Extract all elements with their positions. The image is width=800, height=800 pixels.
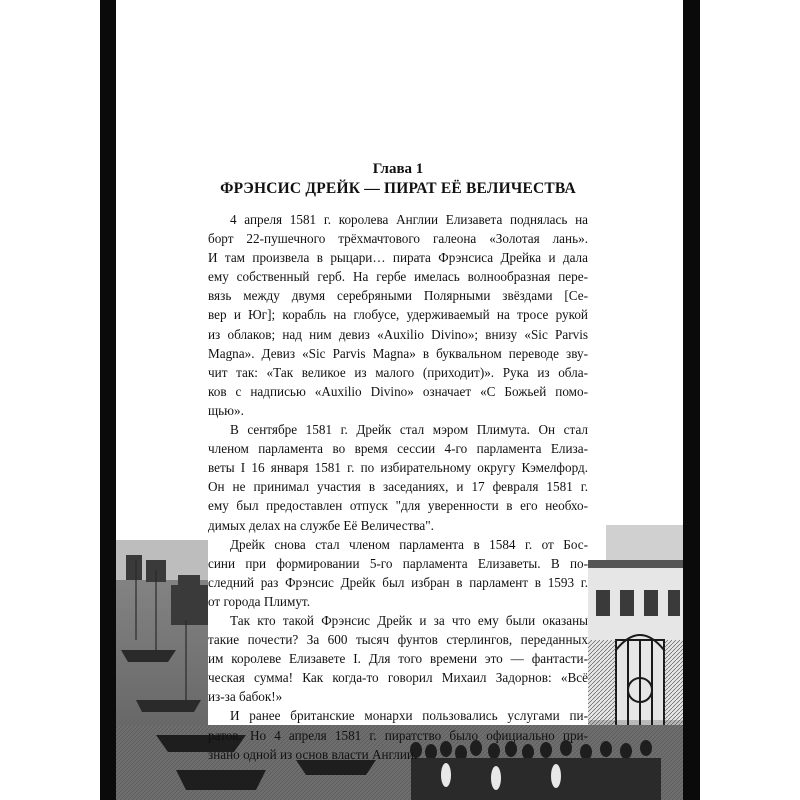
text-line: борт 22-пушечного трёхмачтового галеона «Золотая лань». xyxy=(208,231,588,247)
text-line: Он не принимал участия в заседаниях, и 17 февраля 1581 г. xyxy=(208,479,588,495)
text-line: ему собственный герб. На гербе имелась волнообразная пере- xyxy=(208,269,588,285)
paragraph-4 xyxy=(208,611,588,706)
chapter-body xyxy=(208,210,588,764)
text-line: Magna». Девиз «Sic Parvis Magna» в буквальном переводе зву- xyxy=(208,345,588,361)
text-line: от города Плимут. xyxy=(208,593,310,609)
book-edge-left xyxy=(100,0,116,800)
text-line: им королеве Елизавете I. Для того времени это — фантасти- xyxy=(208,651,588,667)
text-line: ков с надписью «Auxilio Divino» означает «С Божьей помо- xyxy=(208,383,588,399)
paragraph-3 xyxy=(208,535,588,611)
chapter-number: Глава 1 xyxy=(372,161,424,177)
text-line: И там произвела в рыцари… пирата Фрэнсиса Дрейка и дала xyxy=(208,250,588,266)
text-line: И ранее британские монархи пользовались услугами пи- xyxy=(230,708,588,724)
text-line: Так кто такой Фрэнсис Дрейк и за что ему были оказаны xyxy=(230,612,588,628)
text-line: сини при формировании 5-го парламента Елизаветы. В по- xyxy=(208,555,588,571)
text-line: ческая сумма! Как когда-то говорил Михаил Задорнов: «Всё xyxy=(208,670,588,686)
text-line: ратов. Но 4 апреля 1581 г. пиратство было официально при- xyxy=(208,727,588,743)
text-line: димых делах на службе Её Величества". xyxy=(208,517,434,533)
book-page xyxy=(116,0,683,800)
text-line: щью». xyxy=(208,402,244,418)
text-line: членом парламента во время сессии 4-го парламента Елиза- xyxy=(208,441,588,457)
text-line: веты I 16 января 1581 г. по избирательному округу Кэмелфорд. xyxy=(208,460,588,476)
text-line: 4 апреля 1581 г. королева Англии Елизавета поднялась на xyxy=(230,212,588,227)
paragraph-1 xyxy=(208,210,588,420)
text-line: такие почести? За 600 тысяч фунтов стерлингов, переданных xyxy=(208,632,588,648)
text-panel xyxy=(208,140,588,762)
text-line: ему был предоставлен отпуск "для уверенности в его необхо- xyxy=(208,498,588,514)
paragraph-2 xyxy=(208,420,588,535)
text-line: чит так: «Так великое из малого (приходит)». Рука из обла- xyxy=(208,364,588,380)
book-edge-right xyxy=(683,0,700,800)
text-line: из облаков; над ним девиз «Auxilio Divino»; внизу «Sic Parvis xyxy=(208,326,588,342)
paragraph-5 xyxy=(208,706,588,763)
text-line: вязь между двумя серебряными Полярными звёздами [Се- xyxy=(208,288,588,304)
text-line: следний раз Фрэнсис Дрейк был избран в парламент в 1593 г. xyxy=(208,574,588,590)
text-line: Дрейк снова стал членом парламента в 1584 г. от Бос- xyxy=(230,536,588,552)
text-line: знано одной из основ власти Англии. xyxy=(208,746,418,762)
text-line: из-за бабок!» xyxy=(208,689,283,705)
chapter-title: ФРЭНСИС ДРЕЙК — ПИРАТ ЕЁ ВЕЛИЧЕСТВА xyxy=(220,180,576,197)
text-line: вер и Юг]; корабль на глобусе, удерживаемый на тросе рукой xyxy=(208,307,588,323)
text-line: В сентябре 1581 г. Дрейк стал мэром Плимута. Он стал xyxy=(230,422,588,438)
